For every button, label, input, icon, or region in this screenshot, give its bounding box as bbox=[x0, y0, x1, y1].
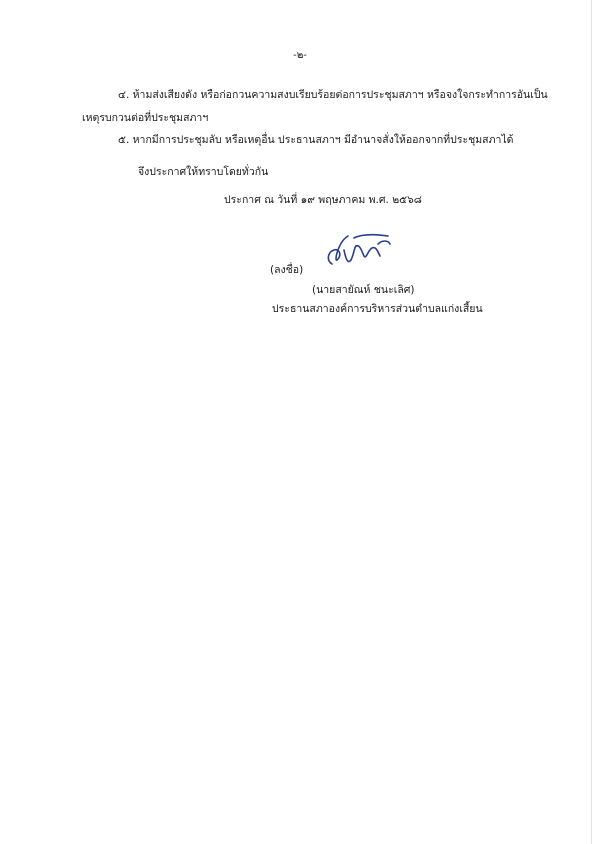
announcement-date: ประกาศ ณ วันที่ ๑๙ พฤษภาคม พ.ศ. ๒๕๖๘ bbox=[224, 194, 422, 206]
rule-item-4-line-1: ๔. ห้ามส่งเสียงดัง หรือก่อกวนความสงบเรียบร้อยต่อการประชุมสภาฯ หรือจงใจกระทำการอันเป็น bbox=[118, 89, 548, 101]
page-number: -๒- bbox=[293, 50, 307, 61]
signer-name: (นายสายัณห์ ชนะเลิศ) bbox=[312, 284, 415, 296]
announcement-text: จึงประกาศให้ทราบโดยทั่วกัน bbox=[138, 166, 269, 178]
signer-title: ประธานสภาองค์การบริหารส่วนตำบลแก่งเสี้ยน bbox=[272, 303, 483, 315]
signature-label: (ลงชื่อ) bbox=[270, 264, 304, 276]
scan-edge-line bbox=[591, 0, 592, 844]
rule-item-5: ๕. หากมีการประชุมลับ หรือเหตุอื่น ประธานสภาฯ มีอำนาจสั่งให้ออกจากที่ประชุมสภาได้ bbox=[118, 134, 514, 146]
rule-item-4-line-2: เหตุรบกวนต่อที่ประชุมสภาฯ bbox=[82, 112, 209, 124]
handwritten-signature bbox=[318, 230, 398, 270]
